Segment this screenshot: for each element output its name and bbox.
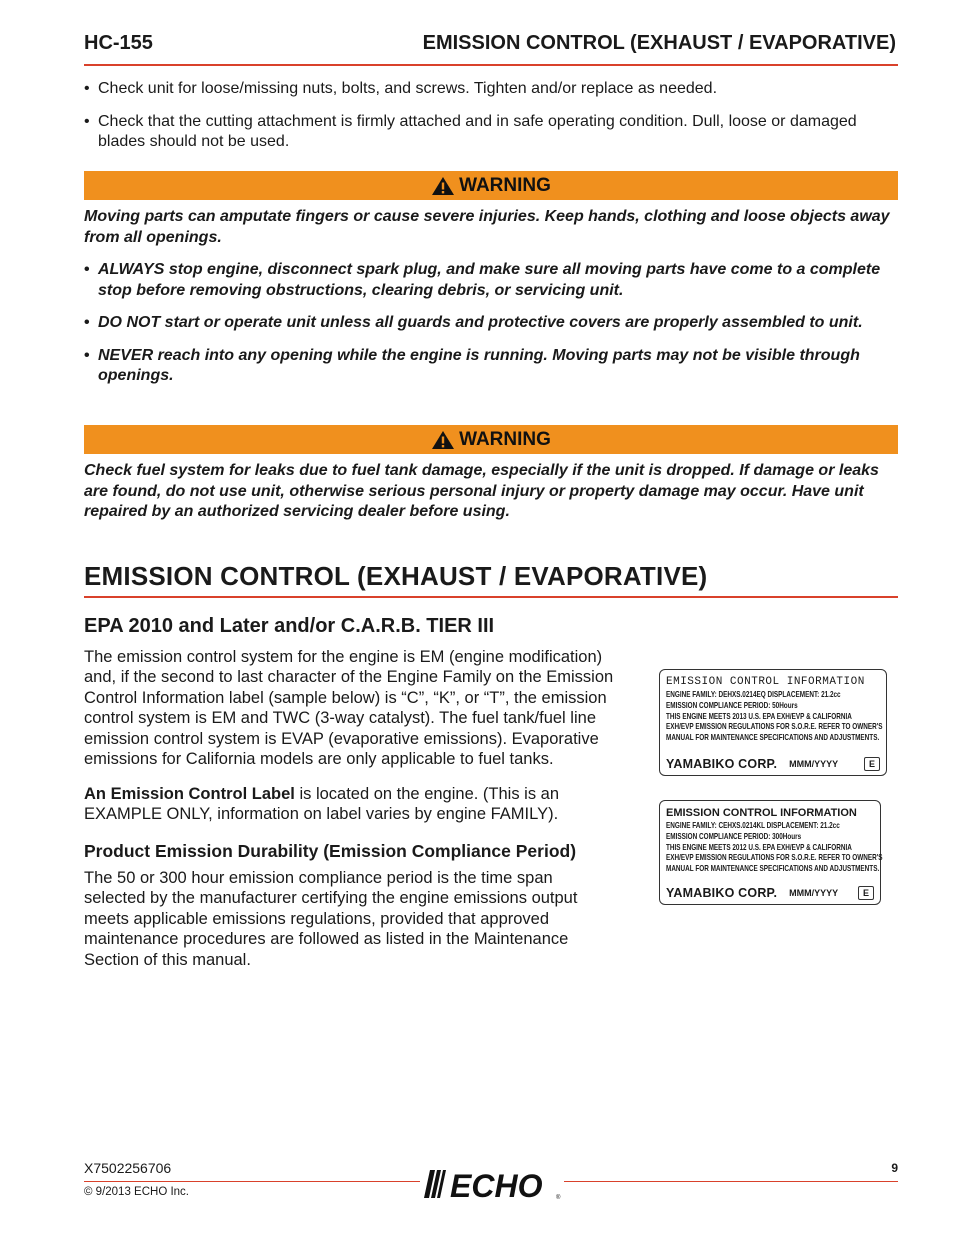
warning-banner	[84, 171, 898, 200]
warning-item: • DO NOT start or operate unit unless all guards and protective covers are properly assembled to unit.	[84, 314, 863, 331]
section-subtitle: EPA 2010 and Later and/or C.A.R.B. TIER III	[84, 615, 495, 637]
section-title: EMISSION CONTROL (EXHAUST / EVAPORATIVE)	[84, 561, 708, 591]
e-mark-icon: E	[858, 886, 874, 900]
svg-text:ECHO: ECHO	[450, 1168, 543, 1202]
warning-banner	[84, 425, 898, 454]
warning-triangle-icon	[431, 176, 455, 196]
check-item: • Check unit for loose/missing nuts, bolts, and screws. Tighten and/or replace as needed.	[84, 80, 718, 97]
warning-triangle-icon	[431, 430, 455, 450]
label-corp: YAMABIKO CORP.	[666, 886, 778, 900]
copyright: © 9/2013 ECHO Inc.	[84, 1186, 189, 1198]
header-rule	[84, 64, 898, 66]
section-rule	[84, 596, 898, 598]
emission-label-sample-2: EMISSION CONTROL INFORMATION ENGINE FAMILY: CEHXS.0214KL DISPLACEMENT: 21.2cc EMISSION COMPLIANCE PERIOD: 300Hours THIS ENGINE MEETS 2012 U.S. EPA EXH/EVP & CALIFORNIA EXH/EVP EMISSION REGULATIONS FOR S.O.R.E. REFER TO OWNER'S MANUAL FOR MAINTENANCE SPECIFICATIONS AND ADJUSTMENTS. YAMABIKO CORP. MMM/YYYY E	[659, 800, 881, 905]
check-item: • Check that the cutting attachment is firmly attached and in safe operating condition. Dull, loose or damaged blades should not be used.	[84, 113, 857, 150]
label-note-paragraph: An Emission Control Label is located on the engine. (This is an EXAMPLE ONLY, information on label varies by engine FAMILY).	[84, 785, 560, 824]
warning-text: Moving parts can amputate fingers or cause severe injuries. Keep hands, clothing and loose objects away from all openings.	[84, 208, 890, 246]
label-date: MMM/YYYY	[789, 888, 839, 898]
echo-logo	[420, 1166, 564, 1202]
durability-heading: Product Emission Durability (Emission Compliance Period)	[84, 841, 577, 861]
warning-label: WARNING	[459, 428, 551, 450]
running-section-title: EMISSION CONTROL (EXHAUST / EVAPORATIVE)	[422, 32, 896, 54]
intro-paragraph: The emission control system for the engine is EM (engine modification) and, if the second to last character of the Engine Family on the Emission Control Information label (sample below) is “C”, “K”, or “T”, the emission control system is EM and TWC (3-way catalyst). The fuel tank/fuel line emission control system is EVAP (evaporative emissions). Evaporative emissions for California models are only applicable to fuel tanks.	[84, 648, 614, 769]
warning-list	[84, 260, 884, 399]
warning-text: Check fuel system for leaks due to fuel tank damage, especially if the unit is dropped. If damage or leaks are found, do not use unit, otherwise serious personal injury or property damage may occur. Have unit repaired by an authorized servicing dealer before using.	[84, 462, 879, 520]
label-date: MMM/YYYY	[789, 759, 839, 769]
emission-label-sample-1: EMISSION CONTROL INFORMATION ENGINE FAMILY: DEHXS.0214EQ DISPLACEMENT: 21.2cc EMISSION COMPLIANCE PERIOD: 50Hours THIS ENGINE MEETS 2013 U.S. EPA EXH/EVP & CALIFORNIA EXH/EVP EMISSION REGULATIONS FOR S.O.R.E. REFER TO OWNER'S MANUAL FOR MAINTENANCE SPECIFICATIONS AND ADJUSTMENTS. YAMABIKO CORP. MMM/YYYY E	[659, 669, 887, 776]
svg-text:®: ®	[556, 1195, 561, 1201]
durability-paragraph: The 50 or 300 hour emission compliance period is the time span selected by the manufacturer certifying the engine emissions output meets applicable emissions regulations, provided that approved maintenance procedures are followed as listed in the Maintenance Section of this manual.	[84, 869, 578, 969]
emission-label-title: EMISSION CONTROL INFORMATION	[666, 676, 865, 688]
e-mark-icon: E	[864, 757, 880, 771]
warning-label: WARNING	[459, 174, 551, 196]
page-number: 9	[891, 1161, 898, 1175]
emission-label-title: EMISSION CONTROL INFORMATION	[666, 807, 857, 819]
manual-model: HC-155	[84, 32, 153, 54]
warning-item: • NEVER reach into any opening while the engine is running. Moving parts may not be visible through openings.	[84, 346, 860, 384]
label-corp: YAMABIKO CORP.	[666, 757, 778, 771]
part-number: X7502256706	[84, 1160, 172, 1176]
warning-item: • ALWAYS stop engine, disconnect spark plug, and make sure all moving parts have come to a complete stop before removing obstructions, clearing debris, or servicing unit.	[84, 261, 881, 299]
check-list	[84, 79, 874, 165]
